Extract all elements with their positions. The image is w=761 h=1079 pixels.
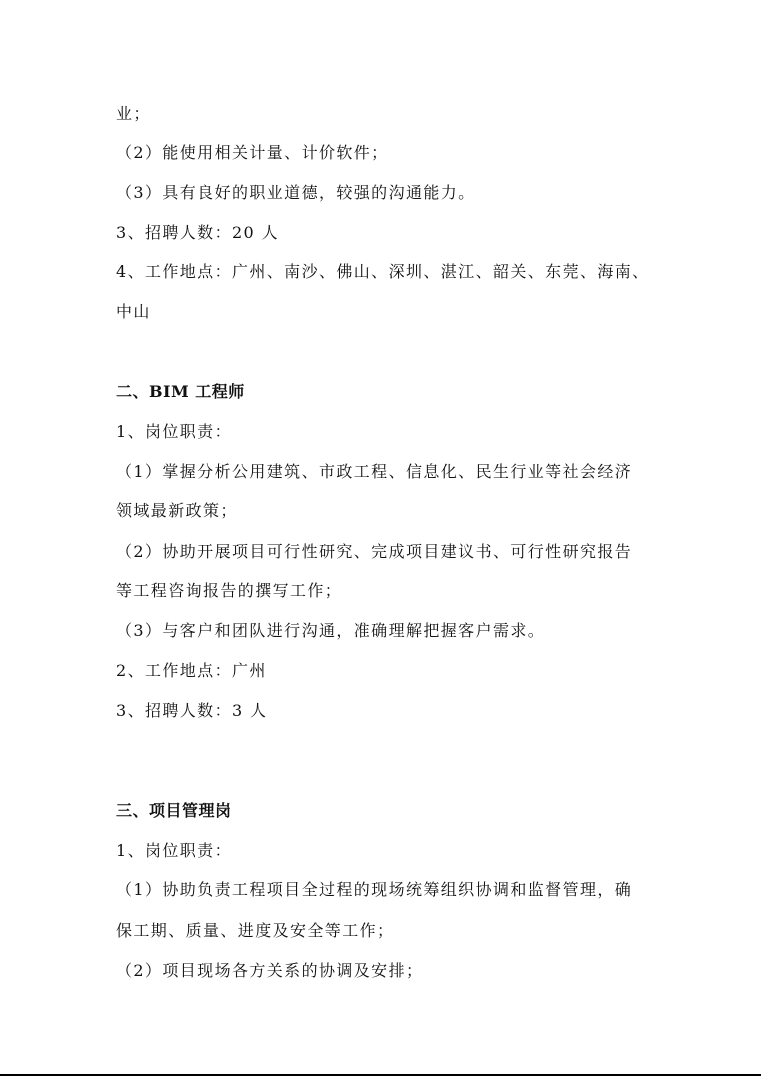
text-line: 2、工作地点：广州 (116, 661, 267, 680)
text-line: （3）与客户和团队进行沟通，准确理解把握客户需求。 (116, 621, 546, 640)
text-line: （2）能使用相关计量、计价软件； (116, 143, 389, 162)
text-line: 业； (116, 104, 151, 123)
text-line: 4、工作地点：广州、南沙、佛山、深圳、湛江、韶关、东莞、海南、 (116, 262, 650, 281)
text-line: 中山 (116, 302, 151, 321)
text-line: （3）具有良好的职业道德，较强的沟通能力。 (116, 183, 476, 202)
page-bottom-border (0, 1074, 761, 1076)
text-line: 3、招聘人数：20 人 (116, 223, 280, 242)
text-line: 等工程咨询报告的撰写工作； (116, 581, 343, 600)
text-line: （2）协助开展项目可行性研究、完成项目建议书、可行性研究报告 (116, 542, 633, 561)
text-line: 领域最新政策； (116, 501, 238, 520)
section-heading: 二、BIM 工程师 (116, 382, 245, 401)
text-line: 1、岗位职责： (116, 422, 232, 441)
text-line: 保工期、质量、进度及安全等工作； (116, 921, 395, 940)
text-line: （1）掌握分析公用建筑、市政工程、信息化、民生行业等社会经济 (116, 462, 633, 481)
text-line: 3、招聘人数：3 人 (116, 701, 268, 720)
text-line: 1、岗位职责： (116, 841, 232, 860)
text-line: （1）协助负责工程项目全过程的现场统筹组织协调和监督管理，确 (116, 880, 633, 899)
text-line: （2）项目现场各方关系的协调及安排； (116, 961, 424, 980)
section-heading: 三、项目管理岗 (116, 801, 232, 820)
